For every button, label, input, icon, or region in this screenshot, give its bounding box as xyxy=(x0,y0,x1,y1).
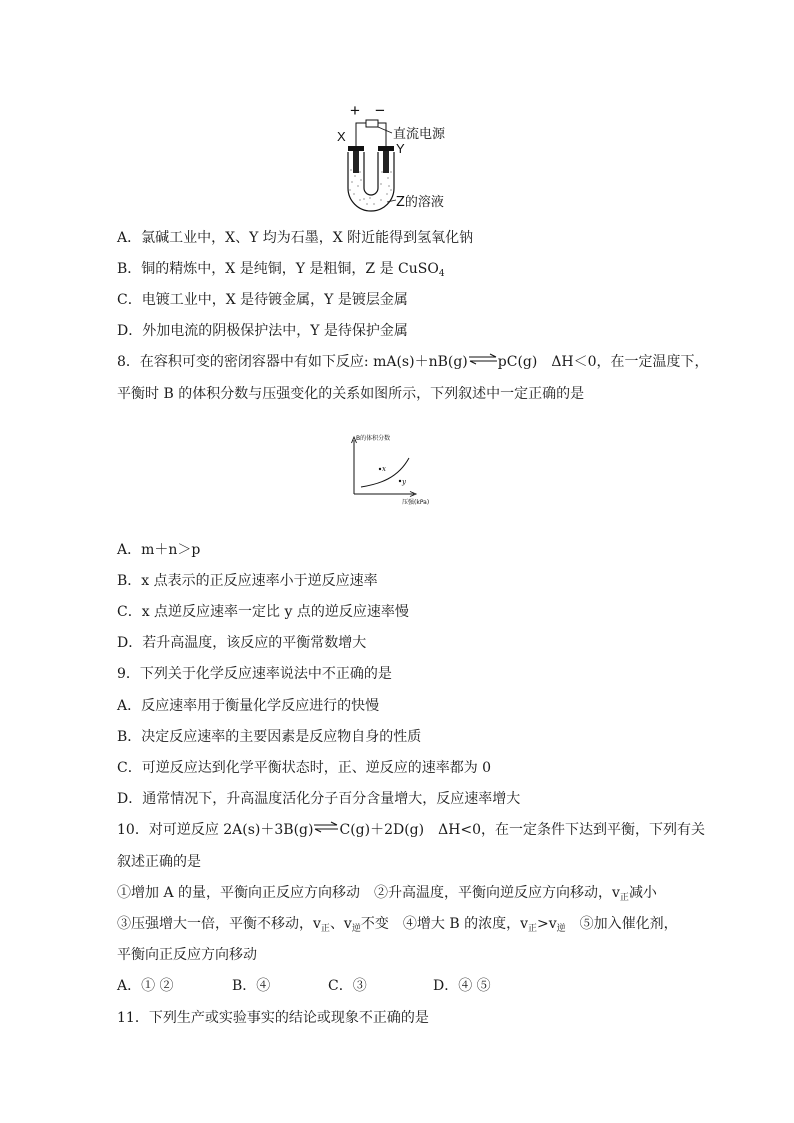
q9-option-a: A．反应速率用于衡量化学反应进行的快慢 xyxy=(117,698,380,714)
power-supply-label: 直流电源 xyxy=(393,127,446,142)
right-wire xyxy=(378,123,386,146)
pressure-chart xyxy=(340,428,450,510)
q8-option-a: A．m＋n＞p xyxy=(117,542,201,558)
u-tube-inner xyxy=(364,152,378,195)
point-x-label: x xyxy=(382,465,386,473)
q10-statement-line1: ①增加 A 的量，平衡向正反应方向移动 ②升高温度，平衡向逆反应方向移动，$v_正$减小 xyxy=(117,885,657,903)
minus-sign: − xyxy=(375,101,385,120)
label-y: Y xyxy=(396,141,405,156)
power-label-leader xyxy=(378,127,392,133)
q10-option-c: C．③ xyxy=(328,978,367,994)
q9-option-d: D．通常情况下，升高温度活化分子百分含量增大，反应速率增大 xyxy=(117,791,521,807)
solution-fill xyxy=(349,169,391,204)
q10-stem-line1: 10．对可逆反应 2A(s)＋3B(g) C(g)＋2D(g) ΔH<0，在一定条件下达到平衡，下列有关 xyxy=(117,822,706,838)
q10-options xyxy=(117,976,491,996)
q9-option-c: C．可逆反应达到化学平衡状态时，正、逆反应的速率都为 0 xyxy=(117,760,492,776)
left-wire xyxy=(356,123,366,146)
right-electrode xyxy=(383,151,389,173)
q8-option-b: B．x 点表示的正反应速率小于逆反应速率 xyxy=(117,573,378,589)
q10-option-b: B．④ xyxy=(232,978,271,994)
q10-option-d: D．④ ⑤ xyxy=(433,978,491,994)
point-y-marker xyxy=(399,480,401,482)
electrolysis-diagram xyxy=(330,100,460,215)
equilibrium-arrow-icon xyxy=(468,353,498,365)
point-y-label: y xyxy=(402,478,406,486)
q11-stem: 11．下列生产或实验事实的结论或现象不正确的是 xyxy=(117,1010,429,1026)
solution-label: Z的溶液 xyxy=(396,195,444,210)
q9-stem: 9．下列关于化学反应速率说法中不正确的是 xyxy=(117,666,392,682)
q8-stem-line2: 平衡时 B 的体积分数与压强变化的关系如图所示，下列叙述中一定正确的是 xyxy=(117,386,585,402)
solution-label-leader xyxy=(387,200,396,202)
equilibrium-arrow-icon xyxy=(313,821,339,833)
q10-statement-line3: 平衡向正反应方向移动 xyxy=(117,947,257,963)
left-electrode xyxy=(353,151,359,173)
label-x: X xyxy=(337,129,346,144)
q8-option-c: C．x 点逆反应速率一定比 y 点的逆反应速率慢 xyxy=(117,604,409,620)
q7-option-b: B．铜的精炼中，X 是纯铜，Y 是粗铜，Z 是 CuSO$_4$ xyxy=(117,261,445,279)
q7-option-d: D．外加电流的阴极保护法中，Y 是待保护金属 xyxy=(117,323,408,339)
power-supply-box xyxy=(366,120,378,127)
q10-stem-line2: 叙述正确的是 xyxy=(117,854,201,870)
q10-statement-line2: ③压强增大一倍，平衡不移动，$v_正$、$v_逆$不变 ④增大 B 的浓度，$v_正>v_逆$ ⑤加入催化剂， xyxy=(117,916,678,934)
plus-sign: + xyxy=(350,101,360,120)
left-stopper xyxy=(348,146,364,151)
q7-option-c: C．电镀工业中，X 是待镀金属，Y 是镀层金属 xyxy=(117,292,408,308)
right-stopper xyxy=(378,146,394,151)
q9-option-b: B．决定反应速率的主要因素是反应物自身的性质 xyxy=(117,729,422,745)
y-axis-label: B的体积分数 xyxy=(356,435,391,442)
q8-option-d: D．若升高温度，该反应的平衡常数增大 xyxy=(117,635,367,651)
q10-option-a: A．① ② xyxy=(117,978,174,994)
point-x-marker xyxy=(379,468,381,470)
q8-stem-line1: 8．在容积可变的密闭容器中有如下反应: mA(s)＋nB(g) pC(g) ΔH＜0，在一定温度下， xyxy=(117,354,709,370)
q7-option-a: A．氯碱工业中，X、Y 均为石墨，X 附近能得到氢氧化钠 xyxy=(117,230,474,246)
x-axis-label: 压强(kPa) xyxy=(402,499,430,506)
